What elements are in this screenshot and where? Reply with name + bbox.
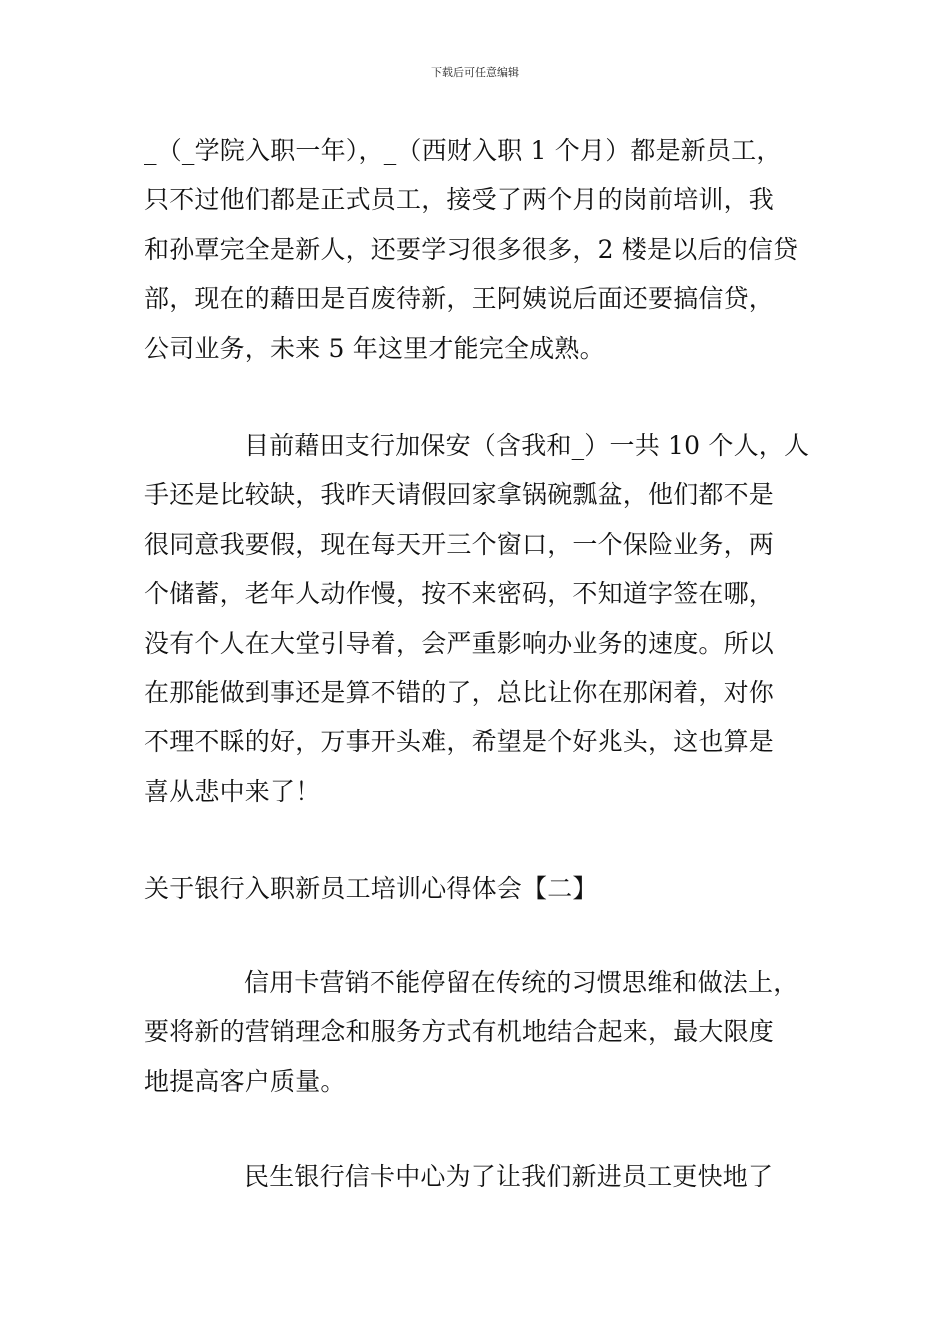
paragraph-line: 手还是比较缺，我昨天请假回家拿锅碗瓢盆，他们都不是 [144, 480, 775, 510]
document-body [144, 126, 810, 1202]
paragraph-1 [144, 126, 810, 373]
section-heading-block [144, 857, 810, 921]
paragraph-line: 部，现在的藉田是百废待新，王阿姨说后面还要搞信贷， [144, 284, 775, 314]
paragraph-line: 不理不睬的好，万事开头难，希望是个好兆头，这也算是 [144, 727, 775, 757]
paragraph-2 [144, 421, 810, 816]
paragraph-line: 和孙覃完全是新人，还要学习很多很多，2 楼是以后的信贷 [144, 234, 799, 264]
paragraph-line: 信用卡营销不能停留在传统的习惯思维和做法上， [244, 968, 799, 998]
paragraph-line: 民生银行信卡中心为了让我们新进员工更快地了 [244, 1162, 774, 1192]
paragraph-line: 个储蓄，老年人动作慢，按不来密码，不知道字签在哪， [144, 579, 775, 609]
paragraph-line: _（_学院入职一年），_（西财入职 1 个月）都是新员工， [144, 136, 782, 165]
paragraph-4 [144, 1152, 810, 1201]
paragraph-line: 很同意我要假，现在每天开三个窗口，一个保险业务，两 [144, 529, 775, 559]
paragraph-line: 目前藉田支行加保安（含我和_）一共 10 个人，人 [244, 430, 810, 460]
paragraph-line: 在那能做到事还是算不错的了，总比让你在那闲着，对你 [144, 677, 775, 707]
page-header: 下载后可任意编辑 [431, 66, 519, 79]
paragraph-line: 只不过他们都是正式员工，接受了两个月的岗前培训，我 [144, 185, 775, 215]
paragraph-3 [144, 958, 810, 1106]
paragraph-line: 喜从悲中来了！ [144, 776, 321, 806]
paragraph-line: 没有个人在大堂引导着，会严重影响办业务的速度。所以 [144, 628, 775, 658]
paragraph-line: 地提高客户质量。 [144, 1066, 346, 1096]
paragraph-line: 要将新的营销理念和服务方式有机地结合起来，最大限度 [144, 1017, 775, 1047]
paragraph-line: 公司业务，未来 5 年这里才能完全成熟。 [144, 333, 605, 363]
section-heading: 关于银行入职新员工培训心得体会【二】 [144, 874, 598, 904]
